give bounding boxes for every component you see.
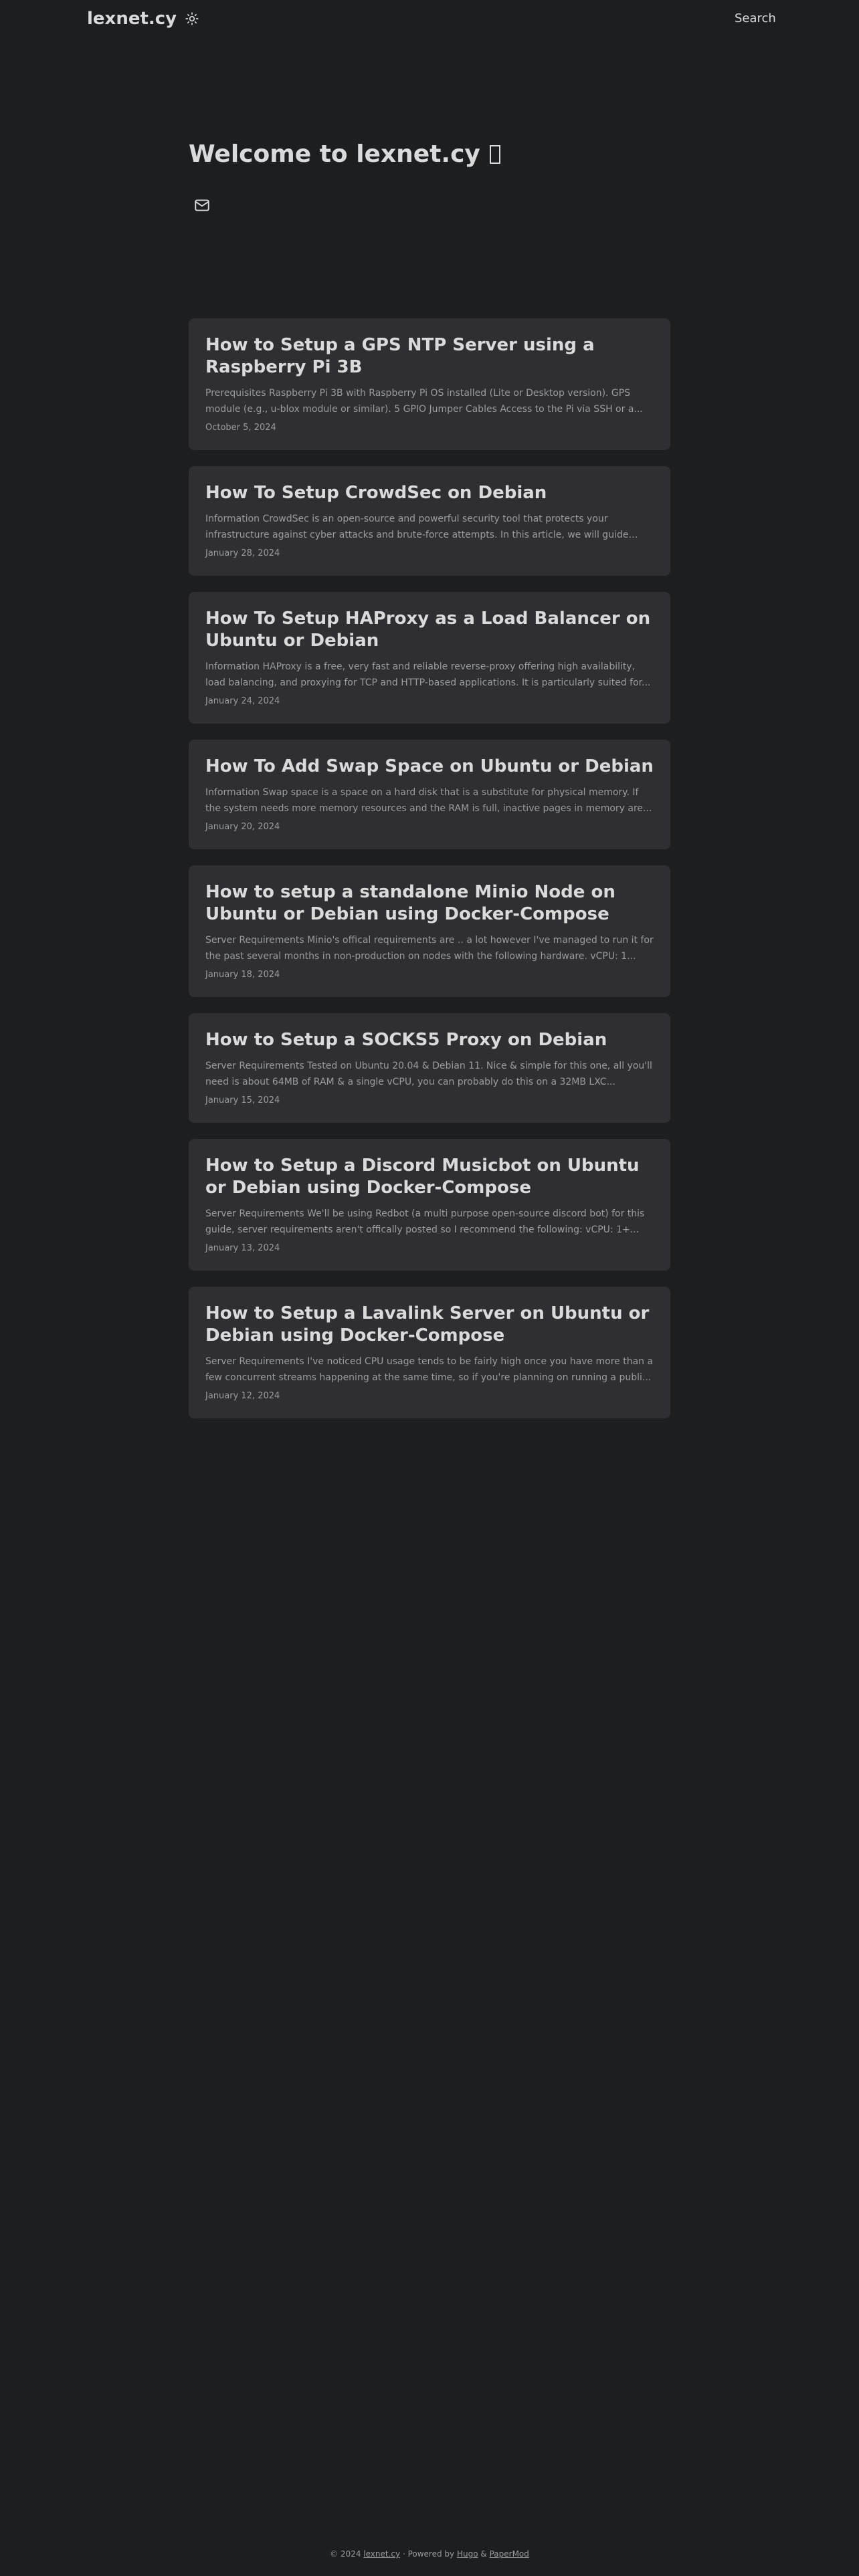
post-card[interactable]	[189, 740, 670, 849]
post-title[interactable]: How To Setup HAProxy as a Load Balancer on Ubuntu or Debian	[205, 609, 651, 651]
post-title[interactable]: How to Setup a Discord Musicbot on Ubuntu or Debian using Docker-Compose	[205, 1156, 640, 1198]
post-date: January 18, 2024	[205, 970, 280, 980]
post-summary: Server Requirements Minio's offical requirements are .. a lot however I've managed to run it for the past several months in non-production on nodes with the following hardware. vCPU: 1...	[205, 935, 654, 962]
email-icon[interactable]	[189, 192, 215, 219]
footer-site-link[interactable]: lexnet.cy	[363, 2549, 401, 2559]
post-date: January 20, 2024	[205, 822, 280, 832]
site-header	[0, 0, 859, 40]
post-title[interactable]: How to setup a standalone Minio Node on Ubuntu or Debian using Docker-Compose	[205, 882, 615, 924]
logo-text: lexnet.cy	[87, 9, 177, 29]
footer-copyright: © 2024	[330, 2549, 361, 2559]
post-card[interactable]	[189, 592, 670, 724]
post-card[interactable]	[189, 1287, 670, 1418]
post-summary: Server Requirements I've noticed CPU usage tends to be fairly high once you have more than a few concurrent streams happening at the same time, so if you're planning on running a publi...	[205, 1356, 654, 1383]
hero-title-text: Welcome to lexnet.cy	[189, 140, 480, 168]
post-date: January 13, 2024	[205, 1243, 280, 1253]
footer-amp: &	[480, 2549, 487, 2559]
post-title[interactable]: How to Setup a SOCKS5 Proxy on Debian	[205, 1030, 607, 1050]
nav-search-link[interactable]: Search	[735, 11, 776, 25]
post-date: October 5, 2024	[205, 423, 276, 433]
post-card[interactable]	[189, 1013, 670, 1123]
post-card[interactable]	[189, 865, 670, 997]
post-date: January 15, 2024	[205, 1095, 280, 1105]
post-summary: Information CrowdSec is an open-source and powerful security tool that protects your infrastructure against cyber attacks and brute-force attempts. In this article, we will guide	[205, 514, 629, 540]
sun-icon[interactable]	[185, 11, 199, 26]
post-title[interactable]: How to Setup a GPS NTP Server using a Raspberry Pi 3B	[205, 335, 595, 377]
post-title[interactable]: How To Add Swap Space on Ubuntu or Debian	[205, 756, 654, 776]
site-footer	[0, 2549, 859, 2559]
post-card[interactable]	[189, 1139, 670, 1271]
post-card[interactable]	[189, 466, 670, 576]
unrendered-emoji-icon	[490, 145, 500, 164]
post-title[interactable]: How To Setup CrowdSec on Debian	[205, 483, 547, 503]
post-summary: Server Requirements Tested on Ubuntu 20.04 & Debian 11. Nice & simple for this one, all you'll need is about 64MB of RAM & a single vCPU, you can probably do this on a 32MB LXC...	[205, 1061, 652, 1087]
hero-title	[189, 137, 670, 172]
site-logo[interactable]	[87, 9, 199, 29]
post-summary: Information HAProxy is a free, very fast and reliable reverse-proxy offering high availability, load balancing, and proxying for TCP and HTTP-based applications. It is particularly suited for...	[205, 661, 651, 688]
post-date: January 12, 2024	[205, 1391, 280, 1401]
post-card[interactable]	[189, 318, 670, 450]
post-date: January 24, 2024	[205, 696, 280, 706]
footer-powered-by: · Powered by	[402, 2549, 455, 2559]
post-summary: Server Requirements We'll be using Redbot (a multi purpose open-source discord bot) for this guide, server requirements aren't offically posted so I recommend the following: vCPU: 1+...	[205, 1208, 645, 1235]
post-date: January 28, 2024	[205, 548, 280, 558]
home-hero	[189, 137, 670, 219]
footer-hugo-link[interactable]: Hugo	[456, 2549, 478, 2559]
post-summary: Information Swap space is a space on a hard disk that is a substitute for physical memory. If the system needs more memory resources and the RAM is full, inactive pages in memory are...	[205, 787, 652, 814]
post-list	[189, 318, 670, 1434]
post-summary: Prerequisites Raspberry Pi 3B with Raspberry Pi OS installed (Lite or Desktop version). GPS module (e.g., u-blox module or similar). 5 GPIO Jumper Cables Access to the Pi via SSH or a...	[205, 388, 643, 415]
footer-papermod-link[interactable]: PaperMod	[489, 2549, 529, 2559]
post-title[interactable]: How to Setup a Lavalink Server on Ubuntu or Debian using Docker-Compose	[205, 1303, 650, 1346]
